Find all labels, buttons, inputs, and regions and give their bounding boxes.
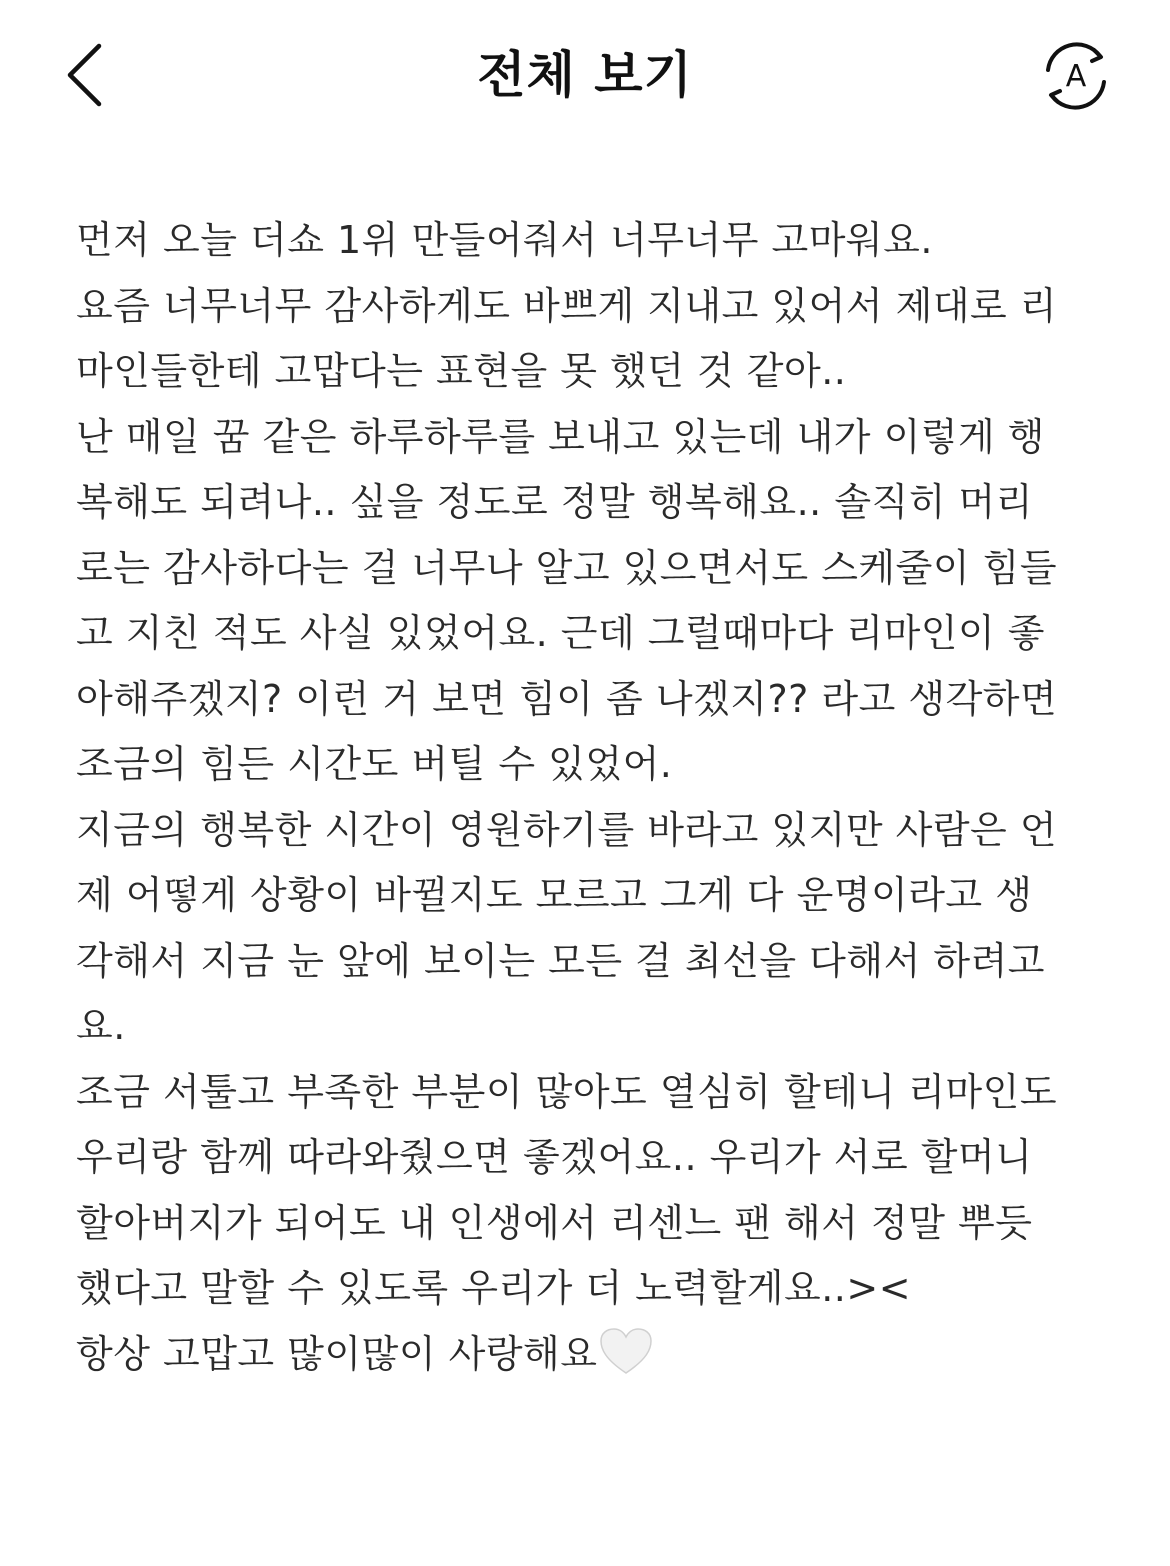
body-line: 했다고 말할 수 있도록 우리가 더 노력할게요..>< (76, 1266, 912, 1310)
body-line: 각해서 지금 눈 앞에 보이는 모든 걸 최선을 다해서 하려고 (76, 938, 1045, 983)
body-line: 마인들한테 고맙다는 표현을 못 했던 것 같아.. (76, 349, 847, 393)
body-line: 먼저 오늘 더쇼 1위 만들어줘서 너무너무 고마워요. (76, 218, 933, 262)
body-line: 할아버지가 되어도 내 인생에서 리센느 팬 해서 정말 뿌듯 (76, 1200, 1033, 1245)
body-line: 로는 감사하다는 걸 너무나 알고 있으면서도 스케줄이 힘들 (76, 545, 1058, 590)
white-heart-icon (599, 1327, 653, 1377)
body-line: 요. (76, 1004, 126, 1048)
body-line: 제 어떻게 상황이 바뀔지도 모르고 그게 다 운명이라고 생 (76, 873, 1033, 917)
body-line: 조금의 힘든 시간도 버틸 수 있었어. (76, 742, 673, 786)
translate-button[interactable] (1030, 30, 1122, 122)
body-line: 복해도 되려나.. 싶을 정도로 정말 행복해요.. 솔직히 머리 (76, 480, 1033, 524)
body-line: 조금 서툴고 부족한 부분이 많아도 열심히 할테니 리마인도 (76, 1069, 1058, 1114)
body-line: 고 지친 적도 사실 있었어요. 근데 그럴때마다 리마인이 좋 (76, 611, 1045, 655)
body-line: 아해주겠지? 이런 거 보면 힘이 좀 나겠지?? 라고 생각하면 (76, 676, 1058, 721)
body-line: 우리랑 함께 따라와줬으면 좋겠어요.. 우리가 서로 할머니 (76, 1135, 1033, 1179)
body-line-last-text: 항상 고맙고 많이많이 사랑해요 (76, 1331, 598, 1376)
top-nav-bar (0, 0, 1170, 150)
translate-letter: A (1065, 58, 1087, 94)
page-title: 전체 보기 (477, 46, 693, 104)
post-body (76, 208, 1106, 1387)
body-line: 난 매일 꿈 같은 하루하루를 보내고 있는데 내가 이렇게 행 (76, 414, 1045, 459)
body-line: 요즘 너무너무 감사하게도 바쁘게 지내고 있어서 제대로 리 (76, 283, 1058, 328)
body-line-last (76, 1322, 1106, 1388)
body-line: 지금의 행복한 시간이 영원하기를 바라고 있지만 사람은 언 (76, 807, 1058, 852)
